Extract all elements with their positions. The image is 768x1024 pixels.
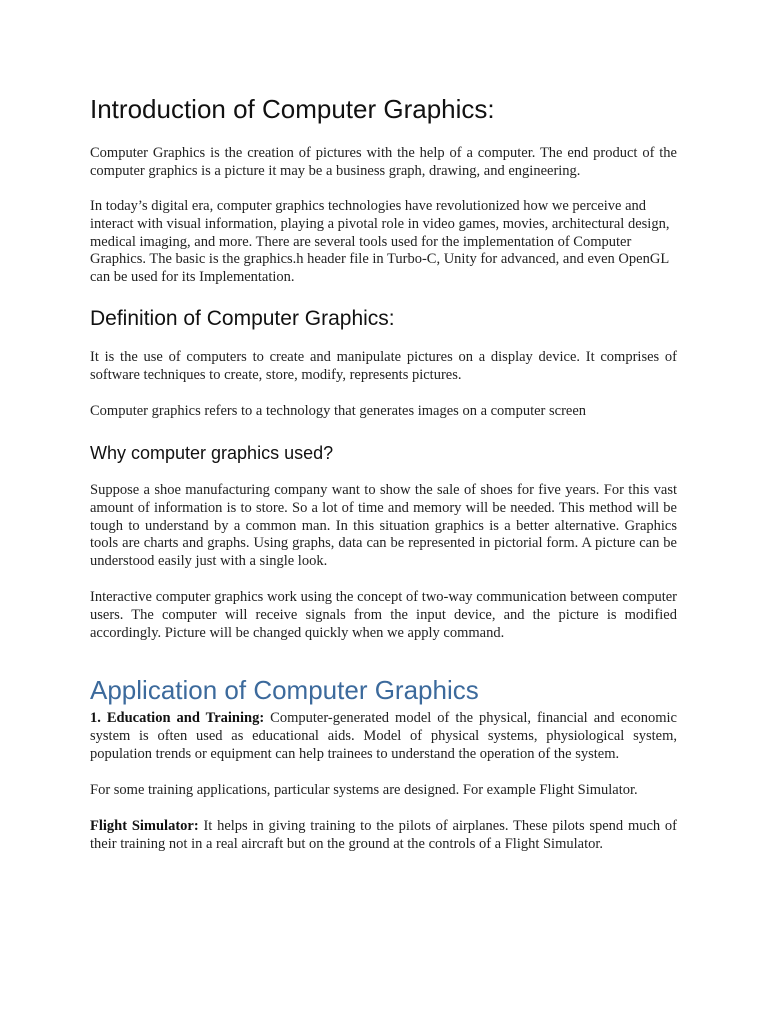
application-education-paragraph: [90, 710, 677, 763]
education-text: Computer-generated model of the physical, financial and economic system is often used as educational aids. Model of physical systems, physiological system, population trends or equipment can help trainees to understand the operation of the system.: [90, 710, 677, 762]
flight-simulator-text: It helps in giving training to the pilots of airplanes. These pilots spend much of their training not in a real aircraft but on the ground at the controls of a Flight Simulator.: [90, 818, 677, 852]
definition-paragraph-2: Computer graphics refers to a technology that generates images on a computer screen: [90, 403, 587, 419]
education-label: 1. Education and Training:: [90, 710, 265, 726]
why-paragraph-1: Suppose a shoe manufacturing company want to show the sale of shoes for five years. For this vast amount of information is to store. So a lot of time and memory will be needed. This method will be tough to understand by a common man. In this situation graphics is a better alternative. Graphics tools are charts and graphs. Using graphs, data can be represented in pictorial form. A picture can be understood easily just with a single look.: [90, 482, 677, 570]
flight-simulator-label: Flight Simulator:: [90, 818, 199, 834]
application-training-paragraph: For some training applications, particular systems are designed. For example Flight Simulator.: [90, 782, 638, 798]
application-flight-paragraph: [90, 818, 677, 854]
definition-heading: Definition of Computer Graphics:: [90, 307, 395, 330]
intro-paragraph-1: Computer Graphics is the creation of pictures with the help of a computer. The end product of the computer graphics is a picture it may be a business graph, drawing, and engineering.: [90, 145, 677, 179]
application-heading: Application of Computer Graphics: [90, 675, 479, 705]
page-title: Introduction of Computer Graphics:: [90, 94, 495, 124]
definition-paragraph-1: It is the use of computers to create and manipulate pictures on a display device. It comprises of software techniques to create, store, modify, represents pictures.: [90, 349, 677, 383]
intro-paragraph-2: In today’s digital era, computer graphics technologies have revolutionized how we perceive and interact with visual information, playing a pivotal role in video games, movies, architectural design, medical imaging, and more. There are several tools used for the implementation of Computer Graphics. The basic is the graphics.h header file in Turbo-C, Unity for advanced, and even OpenGL can be used for its Implementation.: [90, 198, 670, 286]
why-heading: Why computer graphics used?: [90, 443, 334, 463]
why-paragraph-2: Interactive computer graphics work using the concept of two-way communication between computer users. The computer will receive signals from the input device, and the picture is modified accordingly. Picture will be changed quickly when we apply command.: [90, 589, 677, 641]
